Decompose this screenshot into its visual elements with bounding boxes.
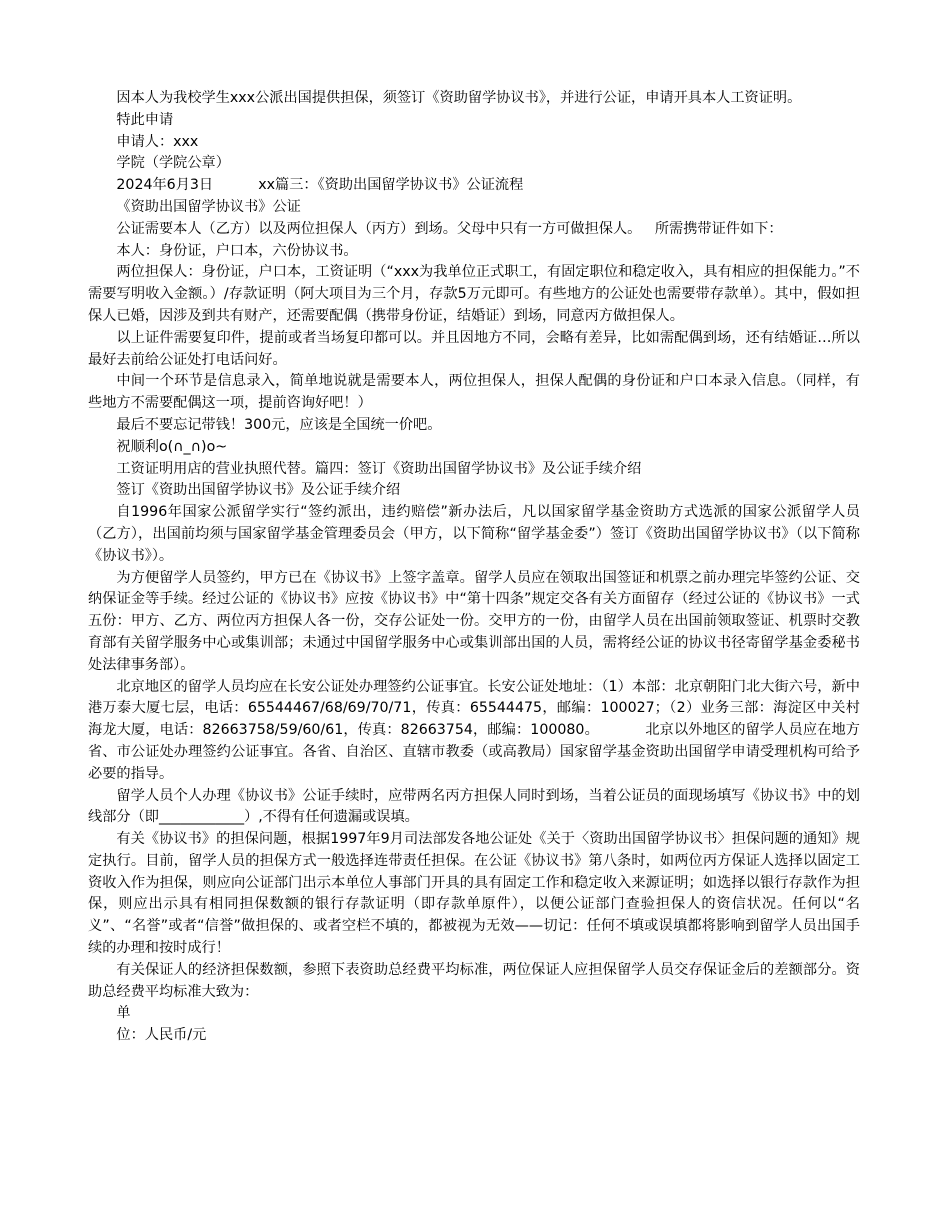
paragraph-self-documents: 本人：身份证，户口本，六份协议书。 <box>116 242 358 259</box>
paragraph-fee-reminder: 最后不要忘记带钱！300元，应该是全国统一价吧。 <box>116 416 442 433</box>
paragraph-special-request: 特此申请 <box>116 111 174 128</box>
paragraph-notarization-title: 《资助出国留学协议书》公证 <box>116 198 301 215</box>
paragraph-unit-label-line-1: 单 <box>116 1005 131 1022</box>
paragraph-guarantee-issues: 有关《协议书》的担保问题，根据1997年9月司法部发各地公证处《关于〈资助出国留学协议书〉担保问题的通知》规定执行。目前，留学人员的担保方式一般选择连带责任担保。在公证《协议书》第八条时，如两位丙方保证人选择以固定工资收入作为担保，则应向公证部门出示本单位人事部门开具的具有固定工作和稳定收入来源证明；如选择以银行存款作为担保，则应出示具有相同担保数额的银行存款证明（即存款单原件），以便公证部门查验担保人的资信状况。任何以“名义”、“名誉”或者“信誉”做担保的、或者空栏不填的，都被视为无效——切记：任何不填或误填都将影响到留学人员出国手续的办理和按时成行！ <box>88 831 860 957</box>
paragraph-guarantee-amount: 有关保证人的经济担保数额，参照下表资助总经费平均标准，两位保证人应担保留学人员交存保证金后的差额部分。资助总经费平均标准大致为： <box>88 961 860 1000</box>
paragraph-part-four-heading: 工资证明用店的营业执照代替。篇四：签订《资助出国留学协议书》及公证手续介绍 <box>116 460 642 477</box>
paragraph-info-entry: 中间一个环节是信息录入，简单地说就是需要本人，两位担保人，担保人配偶的身份证和户口本录入信息。（同样，有些地方不需要配偶这一项，提前咨询好吧！） <box>88 373 860 412</box>
paragraph-agreement-intro-title: 签订《资助出国留学协议书》及公证手续介绍 <box>116 482 401 499</box>
document-page <box>88 88 860 1047</box>
paragraph-unit-label-line-2: 位：人民币/元 <box>116 1027 207 1044</box>
paragraph-guarantor-documents: 两位担保人：身份证，户口本，工资证明（“xxx为我单位正式职工，有固定职位和稳定收入，具有相应的担保能力。”不需要写明收入金额。）/存款证明（阿大项目为三个月，存款5万元即可。有些地方的公证处也需要带存款单）。其中，假如担保人已婚，因涉及到共有财产，还需要配偶（携带身份证，结婚证）到场，同意丙方做担保人。 <box>88 264 860 324</box>
paragraph-signing-procedure: 为方便留学人员签约，甲方已在《协议书》上签字盖章。留学人员应在领取出国签证和机票之前办理完毕签约公证、交纳保证金等手续。经过公证的《协议书》应按《协议书》中“第十四条”规定交各有关方面留存（经过公证的《协议书》一式五份：甲方、乙方、两位丙方担保人各一份，交存公证处一份。交甲方的一份，由留学人员在出国前领取签证、机票时交教育部有关留学服务中心或集训部；未通过中国留学服务中心或集训部出国的人员，需将经公证的协议书径寄留学基金委秘书处法律事务部）。 <box>88 569 860 673</box>
paragraph-applicant: 申请人：xxx <box>116 133 199 150</box>
paragraph-guarantee-request: 因本人为我校学生xxx公派出国提供担保，须签订《资助留学协议书》，并进行公证，申请开具本人工资证明。 <box>116 90 802 106</box>
paragraph-copies-note: 以上证件需要复印件，提前或者当场复印都可以。并且因地方不同，会略有差异，比如需配偶到场，还有结婚证…所以最好去前给公证处打电话问好。 <box>88 329 860 368</box>
paragraph-date-and-part-three-heading: 2024年6月3日 xx篇三：《资助出国留学协议书》公证流程 <box>116 177 524 194</box>
paragraph-college-seal: 学院（学院公章） <box>116 155 230 172</box>
paragraph-good-luck: 祝顺利o(∩_∩)o~ <box>116 438 228 455</box>
paragraph-personal-notarization: 留学人员个人办理《协议书》公证手续时，应带两名丙方担保人同时到场，当着公证员的面现场填写《协议书》中的划线部分（即____________）,不得有任何遗漏或误填。 <box>88 787 860 826</box>
paragraph-policy-background: 自1996年国家公派留学实行“签约派出，违约赔偿”新办法后，凡以国家留学基金资助方式选派的国家公派留学人员（乙方），出国前均须与国家留学基金管理委员会（甲方，以下简称“留学基金委”）签订《资助出国留学协议书》（以下简称《协议书》）。 <box>88 504 860 564</box>
paragraph-beijing-notary-office: 北京地区的留学人员均应在长安公证处办理签约公证事宜。长安公证处地址：（1）本部：北京朝阳门北大街六号，新中港万泰大厦七层，电话：65544467/68/69/70/71，传真：65544475，邮编：100027；（2）业务三部：海淀区中关村海龙大厦，电话：82663758/59/60/61，传真：82663754，邮编：100080。 北京以外地区的留学人员应在地方省、市公证处办理签约公证事宜。各省、自治区、直辖市教委（或高教局）国家留学基金资助出国留学申请受理机构可给予必要的指导。 <box>88 678 860 782</box>
paragraph-required-attendees: 公证需要本人（乙方）以及两位担保人（丙方）到场。父母中只有一方可做担保人。 所需携带证件如下： <box>116 220 783 237</box>
